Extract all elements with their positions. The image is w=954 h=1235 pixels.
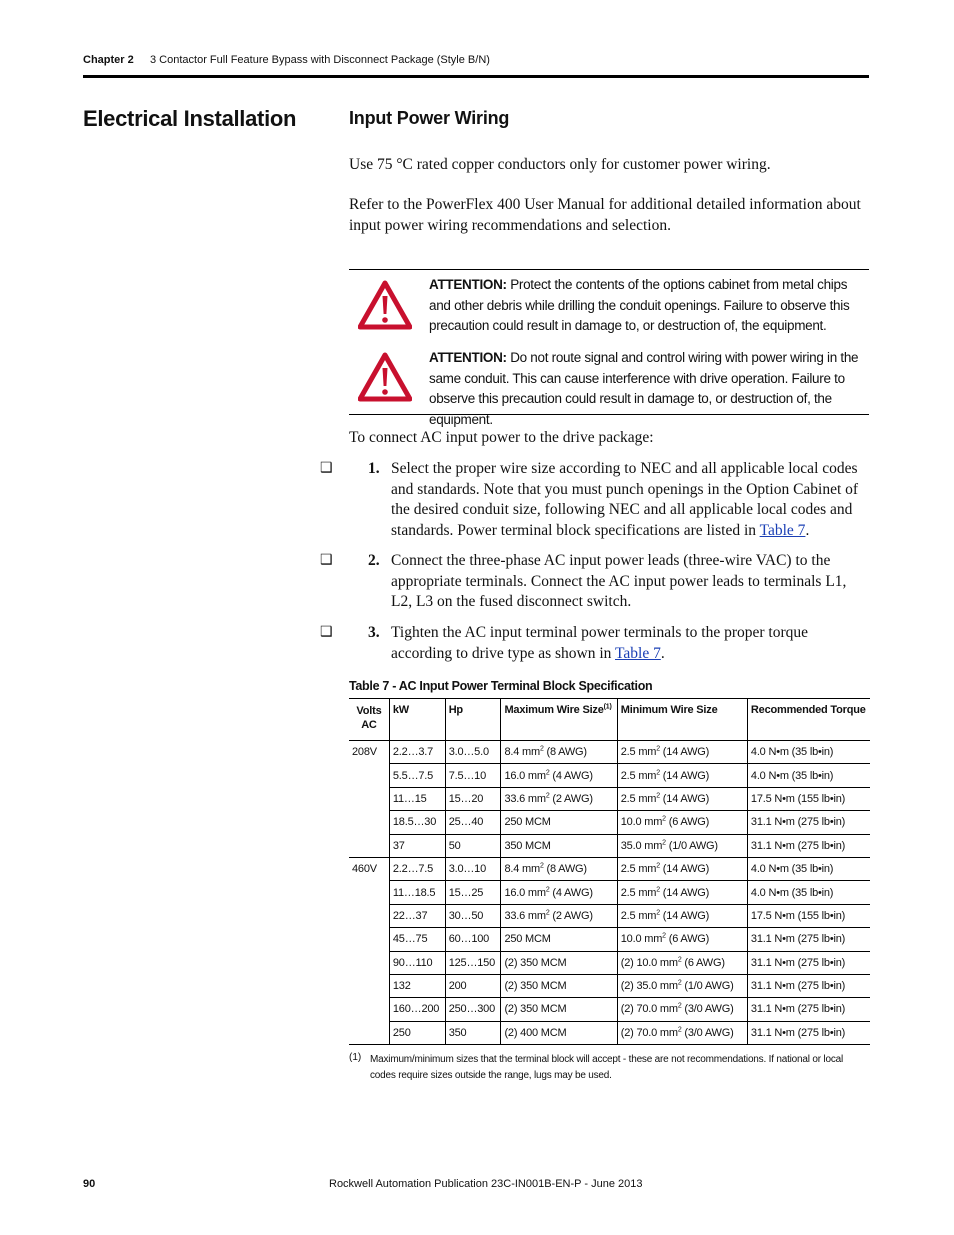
cell-max-wire-value: 16.0 mm [504,886,546,899]
unit-exponent: 2 [656,792,660,800]
cell-min-wire-value: (2) 10.0 mm [620,956,678,969]
unit-exponent: 2 [656,768,660,776]
cell-max-wire-awg: (2 AWG) [549,792,593,805]
unit-exponent: 2 [662,932,666,940]
unit-exponent: 2 [677,956,682,964]
step-text: Connect the three-phase AC input power leads (three-wire VAC) to the appropriate terminals. Connect the AC input power leads to terminals L1, L2, L3 on the fused disconnect switch. [391,552,847,610]
cell-min-wire [617,951,747,974]
table-7-link[interactable]: Table 7 [759,521,806,539]
cell-max-wire-value: (2) 350 MCM [504,980,567,993]
table-row [349,741,870,764]
cell-torque: 17.5 N•m (155 lb•in) [747,787,870,810]
attention-body: Protect the contents of the options cabinet from metal chips and other debris while drilling the conduit openings. Failure to observe this precaution could result in damage to, or destruction of, the equipment. [429,277,850,333]
cell-torque: 31.1 N•m (275 lb•in) [747,811,870,834]
cell-hp: 25…40 [445,811,501,834]
page-number: 90 [83,1178,96,1190]
cell-min-wire-value: 2.5 mm [620,886,657,899]
cell-min-wire-value: 2.5 mm [620,792,657,805]
cell-hp: 50 [445,834,501,857]
cell-min-wire-awg: (1/0 AWG) [665,839,718,852]
cell-kw: 132 [389,974,445,997]
cell-torque: 4.0 N•m (35 lb•in) [747,881,870,904]
paragraph-refer-manual: Refer to the PowerFlex 400 User Manual for additional detailed information about input power wiring recommendations and selection. [349,196,861,234]
cell-min-wire-awg: (14 AWG) [659,769,710,782]
warning-triangle-icon [358,352,412,402]
cell-min-wire-value: 2.5 mm [620,909,657,922]
subsection-title: Input Power Wiring [349,108,510,128]
cell-kw: 11…18.5 [389,881,445,904]
cell-max-wire [501,998,617,1021]
unit-exponent: 2 [662,839,666,847]
cell-hp: 30…50 [445,904,501,927]
cell-max-wire [501,834,617,857]
table-row [349,857,870,880]
step-text-body: Select the proper wire size according to NEC and all applicable local codes and standards. Note that you must punch openings in the Option Cabinet of the desired conduit size, following NEC and all applicable local codes and standards. Power terminal block specifications are listed in [391,460,859,539]
cell-min-wire [617,881,747,904]
step-text [391,459,869,541]
cell-min-wire-value: 35.0 mm [620,839,663,852]
unit-exponent: 2 [656,885,660,893]
cell-min-wire-awg: (3/0 AWG) [681,1026,734,1039]
cell-min-wire-awg: (6 AWG) [665,933,710,946]
unit-exponent: 2 [545,792,550,800]
cell-torque: 31.1 N•m (275 lb•in) [747,1021,870,1044]
cell-torque: 31.1 N•m (275 lb•in) [747,928,870,951]
cell-kw: 22…37 [389,904,445,927]
cell-hp: 3.0…10 [445,857,501,880]
unit-exponent: 2 [656,745,660,753]
cell-max-wire [501,881,617,904]
cell-torque: 4.0 N•m (35 lb•in) [747,741,870,764]
table-header-row [349,699,870,741]
step-text [391,623,869,664]
unit-exponent: 2 [677,979,682,987]
cell-min-wire-value: (2) 35.0 mm [620,980,678,993]
cell-kw: 2.2…3.7 [389,741,445,764]
header-volts: Volts AC [349,699,389,741]
cell-min-wire-awg: (14 AWG) [659,909,710,922]
warning-triangle-icon [358,280,412,330]
table-row [349,834,870,857]
unit-exponent: 2 [545,909,550,917]
unit-exponent: 2 [656,862,660,870]
publication-info: Rockwell Automation Publication 23C-IN001B-EN-P - June 2013 [329,1178,643,1190]
table-row [349,974,870,997]
cell-min-wire-value: (2) 70.0 mm [620,1026,678,1039]
cell-min-wire [617,904,747,927]
cell-kw: 5.5…7.5 [389,764,445,787]
cell-max-wire-awg: (8 AWG) [543,746,587,759]
cell-min-wire [617,741,747,764]
cell-max-wire-value: (2) 400 MCM [504,1026,567,1039]
cell-max-wire-value: 33.6 mm [504,792,546,805]
table-row [349,787,870,810]
table-body [349,741,870,1045]
step-checkbox[interactable]: ❑ [320,461,333,476]
cell-max-wire-awg: (4 AWG) [549,886,593,899]
cell-min-wire-awg: (14 AWG) [659,746,710,759]
cell-torque: 31.1 N•m (275 lb•in) [747,834,870,857]
cell-min-wire-awg: (6 AWG) [665,816,710,829]
cell-max-wire [501,764,617,787]
cell-kw: 2.2…7.5 [389,857,445,880]
step-checkbox[interactable]: ❑ [320,553,333,568]
cell-max-wire-value: (2) 350 MCM [504,956,567,969]
cell-hp: 15…20 [445,787,501,810]
cell-max-wire [501,787,617,810]
cell-volts: 460V [349,857,389,1044]
unit-exponent: 2 [545,885,550,893]
chapter-label: Chapter 2 [83,54,134,66]
cell-hp: 60…100 [445,928,501,951]
header-max-wire [501,699,617,741]
cell-max-wire [501,811,617,834]
cell-min-wire-value: 10.0 mm [620,816,663,829]
unit-exponent: 2 [677,1002,682,1010]
cell-kw: 90…110 [389,951,445,974]
step-text-end: . [805,521,810,539]
step-checkbox[interactable]: ❑ [320,625,333,640]
header-max-wire-label: Maximum Wire Size [504,704,604,716]
cell-max-wire [501,904,617,927]
attention-text-1 [429,275,859,337]
cell-max-wire-awg: (2 AWG) [549,909,593,922]
cell-min-wire [617,998,747,1021]
cell-kw: 18.5…30 [389,811,445,834]
footnote-text: Maximum/minimum sizes that the terminal block will accept - these are not recommendations. If national or local codes require sizes outside the range, lugs may be used. [370,1054,844,1081]
cell-max-wire [501,1021,617,1044]
cell-max-wire-value: 8.4 mm [504,863,540,876]
footnote-ref: (1) [603,703,612,711]
step-number: 3. [368,624,380,641]
cell-max-wire [501,951,617,974]
header-min-wire: Minimum Wire Size [617,699,747,741]
unit-exponent: 2 [539,745,544,753]
cell-min-wire-awg: (3/0 AWG) [681,1003,734,1016]
unit-exponent: 2 [656,909,660,917]
cell-min-wire-value: (2) 70.0 mm [620,1003,678,1016]
cell-min-wire-awg: (14 AWG) [659,886,710,899]
unit-exponent: 2 [539,862,544,870]
step-text-body: Tighten the AC input terminal power terminals to the proper torque according to drive type as shown in [391,624,808,662]
cell-kw: 45…75 [389,928,445,951]
cell-min-wire-value: 2.5 mm [620,769,657,782]
cell-max-wire-value: 350 MCM [504,839,551,852]
cell-min-wire-awg: (1/0 AWG) [681,980,734,993]
cell-min-wire-awg: (14 AWG) [659,863,710,876]
attention-text-2 [429,348,859,430]
cell-max-wire [501,857,617,880]
cell-hp: 250…300 [445,998,501,1021]
footnote-marker: (1) [349,1052,362,1063]
cell-kw: 250 [389,1021,445,1044]
table-row [349,811,870,834]
cell-max-wire-value: 33.6 mm [504,909,546,922]
attention-box [349,269,869,427]
cell-max-wire-awg: (4 AWG) [549,769,593,782]
cell-max-wire-value: 250 MCM [504,816,551,829]
cell-min-wire-awg: (6 AWG) [681,956,725,969]
step-number: 2. [368,552,380,569]
cell-min-wire-awg: (14 AWG) [659,792,710,805]
table-row [349,951,870,974]
cell-kw: 160…200 [389,998,445,1021]
cell-max-wire-value: 8.4 mm [504,746,540,759]
cell-torque: 31.1 N•m (275 lb•in) [747,998,870,1021]
cell-min-wire [617,857,747,880]
cell-max-wire-value: 16.0 mm [504,769,546,782]
cell-torque: 4.0 N•m (35 lb•in) [747,764,870,787]
cell-min-wire [617,1021,747,1044]
cell-torque: 31.1 N•m (275 lb•in) [747,974,870,997]
chapter-title: 3 Contactor Full Feature Bypass with Disconnect Package (Style B/N) [150,54,490,66]
table-row [349,928,870,951]
cell-hp: 200 [445,974,501,997]
cell-max-wire-value: (2) 350 MCM [504,1003,567,1016]
terminal-block-spec-table [349,698,870,1045]
cell-max-wire [501,928,617,951]
header-hp: Hp [445,699,501,741]
attention-label: ATTENTION: [429,350,507,365]
cell-min-wire [617,764,747,787]
cell-min-wire [617,811,747,834]
step-number: 1. [368,460,380,477]
table-caption: Table 7 - AC Input Power Terminal Block Specification [349,679,653,693]
cell-hp: 7.5…10 [445,764,501,787]
cell-torque: 4.0 N•m (35 lb•in) [747,857,870,880]
cell-hp: 125…150 [445,951,501,974]
attention-body: Do not route signal and control wiring with power wiring in the same conduit. This can cause interference with drive operation. Failure to observe this precaution could result in damage to, or destruction of, the equipment. [429,350,859,427]
header-rule [83,75,869,78]
cell-max-wire-awg: (8 AWG) [543,863,587,876]
cell-volts: 208V [349,741,389,858]
section-title: Electrical Installation [83,106,297,131]
cell-hp: 3.0…5.0 [445,741,501,764]
table-row [349,764,870,787]
cell-min-wire [617,928,747,951]
table-row [349,904,870,927]
cell-max-wire [501,974,617,997]
cell-hp: 350 [445,1021,501,1044]
cell-torque: 17.5 N•m (155 lb•in) [747,904,870,927]
cell-min-wire [617,787,747,810]
cell-min-wire-value: 2.5 mm [620,863,657,876]
cell-kw: 37 [389,834,445,857]
unit-exponent: 2 [662,815,666,823]
cell-min-wire-value: 10.0 mm [620,933,663,946]
cell-kw: 11…15 [389,787,445,810]
attention-label: ATTENTION: [429,277,507,292]
table-row [349,881,870,904]
cell-hp: 15…25 [445,881,501,904]
header-torque: Recommended Torque [747,699,870,741]
paragraph-connect-intro: To connect AC input power to the drive package: [349,429,654,446]
cell-min-wire [617,974,747,997]
cell-max-wire [501,741,617,764]
cell-torque: 31.1 N•m (275 lb•in) [747,951,870,974]
paragraph-conductors: Use 75 °C rated copper conductors only for customer power wiring. [349,156,771,173]
cell-min-wire [617,834,747,857]
header-kw: kW [389,699,445,741]
unit-exponent: 2 [677,1026,682,1034]
table-row [349,1021,870,1044]
table-row [349,998,870,1021]
step-text-end: . [660,644,665,662]
table-7-link[interactable]: Table 7 [615,644,661,662]
unit-exponent: 2 [545,768,550,776]
cell-max-wire-value: 250 MCM [504,933,551,946]
cell-min-wire-value: 2.5 mm [620,746,657,759]
